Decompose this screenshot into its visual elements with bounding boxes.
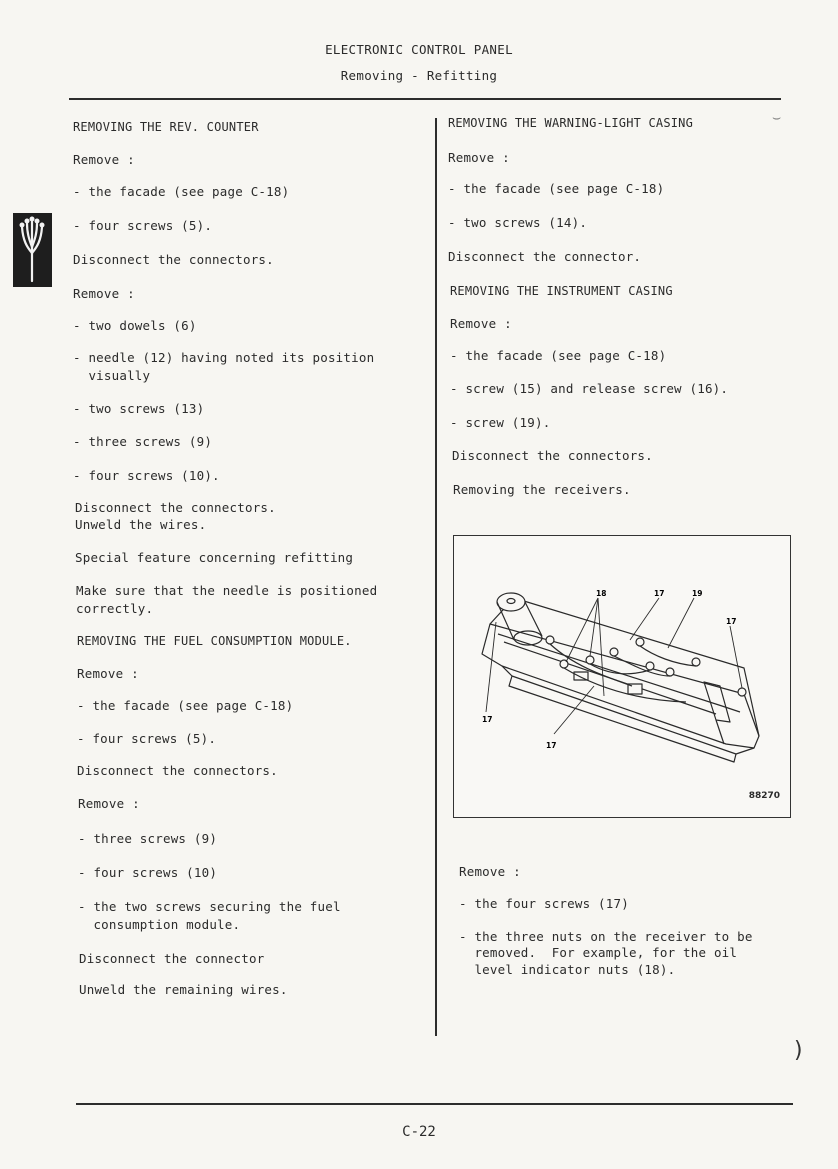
page-number: C-22 (402, 1124, 436, 1140)
figure-label: 17 (546, 741, 557, 750)
text-line: Disconnect the connector (79, 951, 265, 966)
text-line: Special feature concerning refitting (75, 550, 354, 565)
text-line: Disconnect the connectors. (73, 252, 274, 267)
text-line: - the facade (see page C-18) (77, 698, 294, 713)
wiring-bundle-icon (13, 213, 52, 287)
text-line: - the four screws (17) (459, 896, 629, 911)
scan-mark: ) (792, 1038, 806, 1063)
text-line: - three screws (9) (78, 831, 218, 846)
bottom-rule (76, 1103, 793, 1105)
heading-rev-counter: REMOVING THE REV. COUNTER (73, 120, 259, 134)
text-line: - two dowels (6) (73, 318, 197, 333)
figure-code: 88270 (748, 791, 780, 801)
text-line: - screw (19). (450, 415, 551, 430)
text-line: - four screws (10). (73, 468, 220, 483)
column-divider (435, 118, 437, 1036)
text-line: Remove : (73, 286, 135, 301)
text-line: - four screws (5). (73, 218, 213, 233)
text-line: - the facade (see page C-18) (448, 181, 665, 196)
text-line: Remove : (450, 316, 512, 331)
text-line: Removing the receivers. (453, 482, 631, 497)
text-line: - two screws (14). (448, 215, 588, 230)
text-line: Remove : (448, 150, 510, 165)
text-line: - four screws (10) (78, 865, 218, 880)
text-line: removed. For example, for the oil (459, 945, 738, 960)
text-line: Disconnect the connectors. (452, 448, 653, 463)
heading-fuel-consumption: REMOVING THE FUEL CONSUMPTION MODULE. (77, 634, 352, 648)
text-line: correctly. (76, 601, 154, 616)
text-line: - needle (12) having noted its position (73, 350, 375, 365)
scan-mark: ⌣ (772, 110, 782, 126)
text-line: Remove : (459, 864, 521, 879)
text-line: - the facade (see page C-18) (450, 348, 667, 363)
text-line: Remove : (77, 666, 139, 681)
instrument-casing-figure (453, 535, 791, 818)
figure-label: 17 (482, 715, 493, 724)
instrument-casing-drawing (454, 536, 790, 817)
text-line: Unweld the remaining wires. (79, 982, 288, 997)
text-line: Disconnect the connectors. (77, 763, 278, 778)
text-line: - the two screws securing the fuel (78, 899, 341, 914)
text-line: Remove : (73, 152, 135, 167)
text-line: - two screws (13) (73, 401, 205, 416)
text-line: - three screws (9) (73, 434, 213, 449)
figure-label: 19 (692, 589, 703, 598)
text-line: visually (73, 368, 151, 383)
text-line: - four screws (5). (77, 731, 217, 746)
top-rule (69, 98, 781, 100)
figure-label: 17 (726, 617, 737, 626)
text-line: Disconnect the connectors. (75, 500, 276, 515)
text-line: Unweld the wires. (75, 517, 207, 532)
page-title: ELECTRONIC CONTROL PANEL (325, 42, 513, 57)
text-line: - the three nuts on the receiver to be (459, 929, 753, 944)
page-subtitle: Removing - Refitting (340, 68, 498, 83)
text-line: consumption module. (78, 917, 241, 932)
heading-instrument-casing: REMOVING THE INSTRUMENT CASING (450, 284, 673, 298)
figure-label: 18 (596, 589, 607, 598)
text-line: level indicator nuts (18). (459, 962, 676, 977)
text-line: Disconnect the connector. (448, 249, 642, 264)
text-line: - the facade (see page C-18) (73, 184, 290, 199)
section-thumb-tab (13, 213, 52, 287)
figure-label: 17 (654, 589, 665, 598)
text-line: Make sure that the needle is positioned (76, 583, 378, 598)
heading-warning-light: REMOVING THE WARNING-LIGHT CASING (448, 116, 694, 130)
text-line: Remove : (78, 796, 140, 811)
text-line: - screw (15) and release screw (16). (450, 381, 729, 396)
